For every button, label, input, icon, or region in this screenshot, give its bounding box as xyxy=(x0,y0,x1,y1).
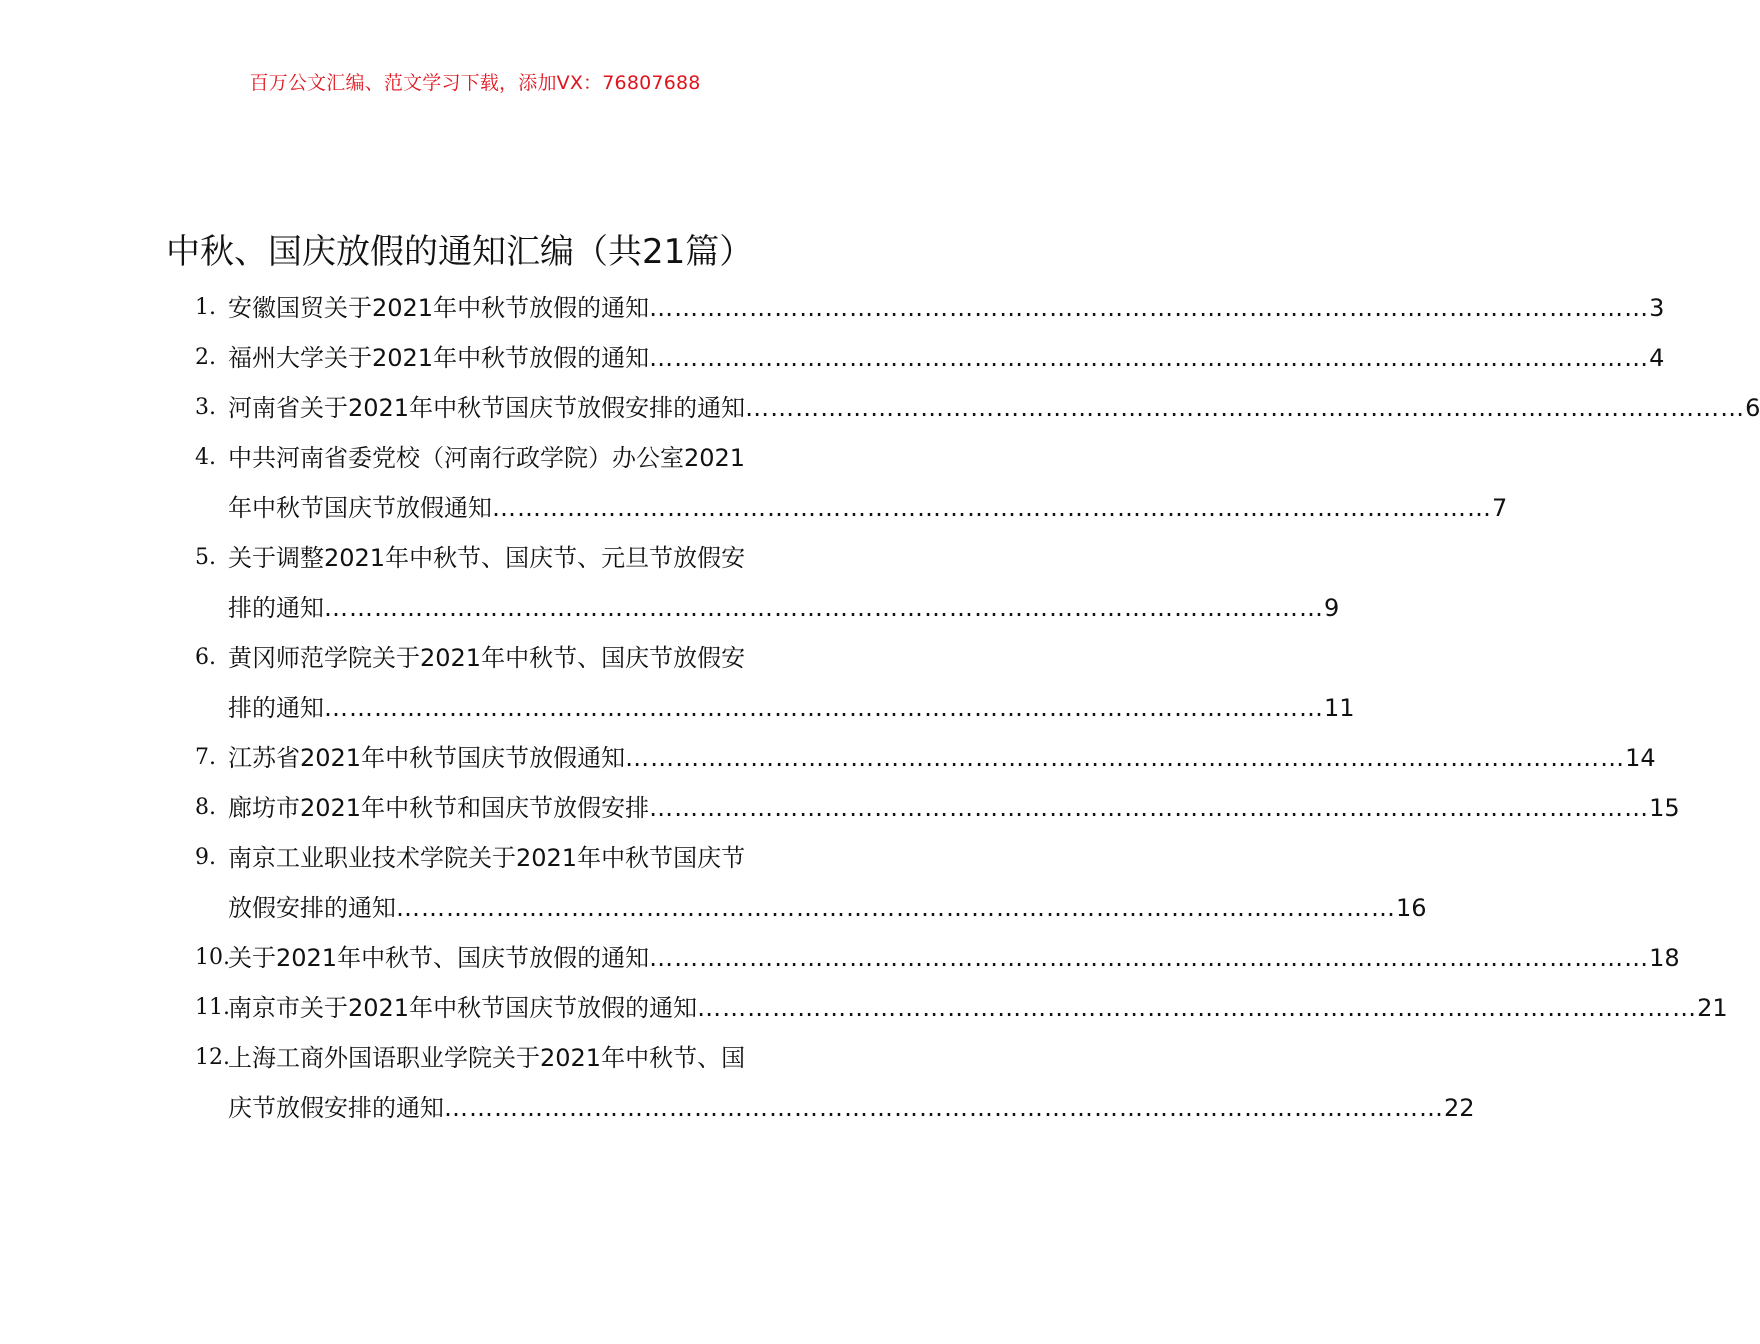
toc-dot-leader: ………………………………………………………………………………………………………… xyxy=(324,694,1324,722)
toc-page-number: 22 xyxy=(1444,1094,1475,1122)
toc-entry-line xyxy=(195,983,1728,1033)
toc-entry-line xyxy=(195,733,1656,783)
toc-entry xyxy=(195,833,1427,933)
toc-entry-line xyxy=(195,1033,807,1083)
toc-entry-title: 中共河南省委党校（河南行政学院）办公室2021 xyxy=(228,444,746,472)
toc-entry-number: 4. xyxy=(195,445,216,470)
toc-entry-line xyxy=(195,483,1508,533)
toc-entry-number: 11. xyxy=(195,995,230,1020)
toc-entry-line xyxy=(195,783,1680,833)
toc-entry xyxy=(195,933,1680,983)
toc-entry-title: 庆节放假安排的通知 xyxy=(228,1094,444,1122)
toc-entry-title: 排的通知 xyxy=(228,594,324,622)
toc-entry-line xyxy=(195,883,1427,933)
toc-dot-leader: ………………………………………………………………………………………………………… xyxy=(625,744,1626,772)
toc-entry-title: 廊坊市2021年中秋节和国庆节放假安排 xyxy=(228,794,650,822)
toc-dot-leader: ………………………………………………………………………………………………………… xyxy=(492,494,1492,522)
toc-dot-leader: ………………………………………………………………………………………………………… xyxy=(396,894,1396,922)
toc-entry-line xyxy=(195,683,1355,733)
toc-entry-number: 5. xyxy=(195,545,216,570)
toc-entry-number: 8. xyxy=(195,795,216,820)
toc-entry-line xyxy=(195,383,1760,433)
toc-entry-title: 上海工商外国语职业学院关于2021年中秋节、国 xyxy=(228,1044,746,1072)
toc-entry-title: 排的通知 xyxy=(228,694,324,722)
toc-entry xyxy=(195,433,1508,533)
toc-entry-title: 南京市关于2021年中秋节国庆节放假的通知 xyxy=(228,994,698,1022)
toc-entry xyxy=(195,633,1355,733)
toc-entry-number: 6. xyxy=(195,645,216,670)
toc-page-number: 14 xyxy=(1625,744,1656,772)
toc-entry-title: 年中秋节国庆节放假通知 xyxy=(228,494,492,522)
toc-entry-title: 南京工业职业技术学院关于2021年中秋节国庆节 xyxy=(228,844,746,872)
toc-entry-number: 3. xyxy=(195,395,216,420)
toc-entry-title: 黄冈师范学院关于2021年中秋节、国庆节放假安 xyxy=(228,644,746,672)
toc-entry xyxy=(195,333,1665,383)
toc-entry-number: 7. xyxy=(195,745,216,770)
toc-page-number: 4 xyxy=(1649,344,1665,372)
toc-page-number: 11 xyxy=(1324,694,1355,722)
toc-dot-leader: ………………………………………………………………………………………………………… xyxy=(649,344,1650,372)
toc-entry-title: 放假安排的通知 xyxy=(228,894,396,922)
toc-page-number: 9 xyxy=(1324,594,1340,622)
toc-dot-leader: ………………………………………………………………………………………………………… xyxy=(745,394,1746,422)
toc-entry xyxy=(195,383,1760,433)
toc-page-number: 15 xyxy=(1649,794,1680,822)
toc-page-number: 21 xyxy=(1697,994,1728,1022)
toc-entry xyxy=(195,983,1728,1033)
toc-page-number: 7 xyxy=(1492,494,1508,522)
toc-page-number: 16 xyxy=(1396,894,1427,922)
toc-entry-line xyxy=(195,833,807,883)
toc-entry xyxy=(195,533,1340,633)
toc-entry-number: 2. xyxy=(195,345,216,370)
toc-entry-title: 福州大学关于2021年中秋节放假的通知 xyxy=(228,344,650,372)
table-of-contents xyxy=(195,283,1760,1133)
toc-page-number: 18 xyxy=(1649,944,1680,972)
toc-entry-line xyxy=(195,583,1340,633)
toc-page-number: 3 xyxy=(1649,294,1665,322)
toc-entry-title: 江苏省2021年中秋节国庆节放假通知 xyxy=(228,744,626,772)
toc-entry xyxy=(195,1033,1475,1133)
toc-entry-title: 关于调整2021年中秋节、国庆节、元旦节放假安 xyxy=(228,544,746,572)
document-title: 中秋、国庆放假的通知汇编（共21篇） xyxy=(166,232,754,272)
toc-entry-number: 1. xyxy=(195,295,216,320)
toc-entry-line xyxy=(195,1083,1475,1133)
toc-entry-title: 河南省关于2021年中秋节国庆节放假安排的通知 xyxy=(228,394,746,422)
toc-page-number: 6 xyxy=(1745,394,1760,422)
toc-entry-line xyxy=(195,333,1665,383)
toc-entry-title: 安徽国贸关于2021年中秋节放假的通知 xyxy=(228,294,650,322)
toc-entry-line xyxy=(195,533,807,583)
toc-dot-leader: ………………………………………………………………………………………………………… xyxy=(649,944,1650,972)
toc-entry xyxy=(195,783,1680,833)
toc-entry-number: 9. xyxy=(195,845,216,870)
toc-entry-line xyxy=(195,283,1665,333)
toc-dot-leader: ………………………………………………………………………………………………………… xyxy=(649,794,1650,822)
toc-dot-leader: ………………………………………………………………………………………………………… xyxy=(649,294,1650,322)
toc-entry xyxy=(195,283,1665,333)
toc-entry-number: 12. xyxy=(195,1045,230,1070)
toc-dot-leader: ………………………………………………………………………………………………………… xyxy=(444,1094,1444,1122)
watermark-header: 百万公文汇编、范文学习下载，添加VX：76807688 xyxy=(249,72,701,94)
toc-entry-line xyxy=(195,433,807,483)
toc-entry-line xyxy=(195,633,807,683)
toc-entry-title: 关于2021年中秋节、国庆节放假的通知 xyxy=(228,944,650,972)
toc-entry-line xyxy=(195,933,1680,983)
toc-entry xyxy=(195,733,1656,783)
toc-entry-number: 10. xyxy=(195,945,230,970)
toc-dot-leader: ………………………………………………………………………………………………………… xyxy=(697,994,1698,1022)
toc-dot-leader: ………………………………………………………………………………………………………… xyxy=(324,594,1324,622)
